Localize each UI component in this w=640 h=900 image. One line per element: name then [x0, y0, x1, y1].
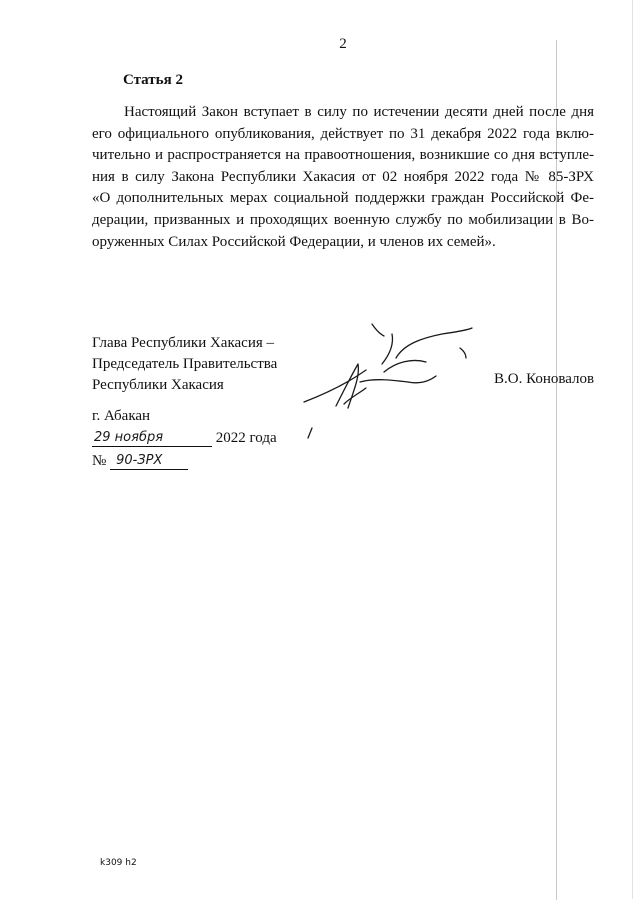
article-title: Статья 2: [123, 72, 183, 88]
page-number: 2: [339, 36, 347, 52]
article-line: его официального опубликования, действует по 31 декабря 2022 года вклю-: [92, 125, 594, 142]
signatory-title-line: Председатель Правительства: [92, 356, 278, 372]
city-label: г. Абакан: [92, 408, 151, 424]
scan-edge-line: [632, 0, 633, 899]
signatory-title: [92, 333, 277, 396]
date-line: [92, 429, 277, 447]
footer-code: k309 h2: [100, 858, 137, 868]
signatory-title-line: Республики Хакасия: [92, 377, 224, 393]
signatory-title-line: Глава Республики Хакасия –: [92, 335, 275, 351]
article-line: оруженных Силах Российской Федерации, и членов их семей».: [92, 233, 496, 250]
handwritten-number: 90-ЗРХ: [110, 452, 188, 470]
article-line: Настоящий Закон вступает в силу по истечении десяти дней после дня: [124, 104, 594, 120]
article-line: дерации, призванных и проходящих военную службу по мобилизации в Во-: [92, 211, 594, 228]
handwritten-signature: [300, 318, 480, 448]
article-line: чительно и распространяется на правоотношения, возникшие со дня вступле-: [92, 147, 594, 164]
handwritten-date: 29 ноября: [92, 429, 212, 447]
article-line: ния в силу Закона Республики Хакасия от 02 ноября 2022 года № 85-ЗРХ: [92, 168, 594, 185]
number-prefix: №: [92, 453, 107, 469]
number-line: [92, 452, 188, 470]
date-suffix: 2022 года: [215, 430, 277, 446]
article-line: «О дополнительных мерах социальной поддержки граждан Российской Фе-: [92, 190, 594, 207]
article-body: [92, 102, 594, 253]
signatory-name: В.О. Коновалов: [494, 371, 595, 387]
